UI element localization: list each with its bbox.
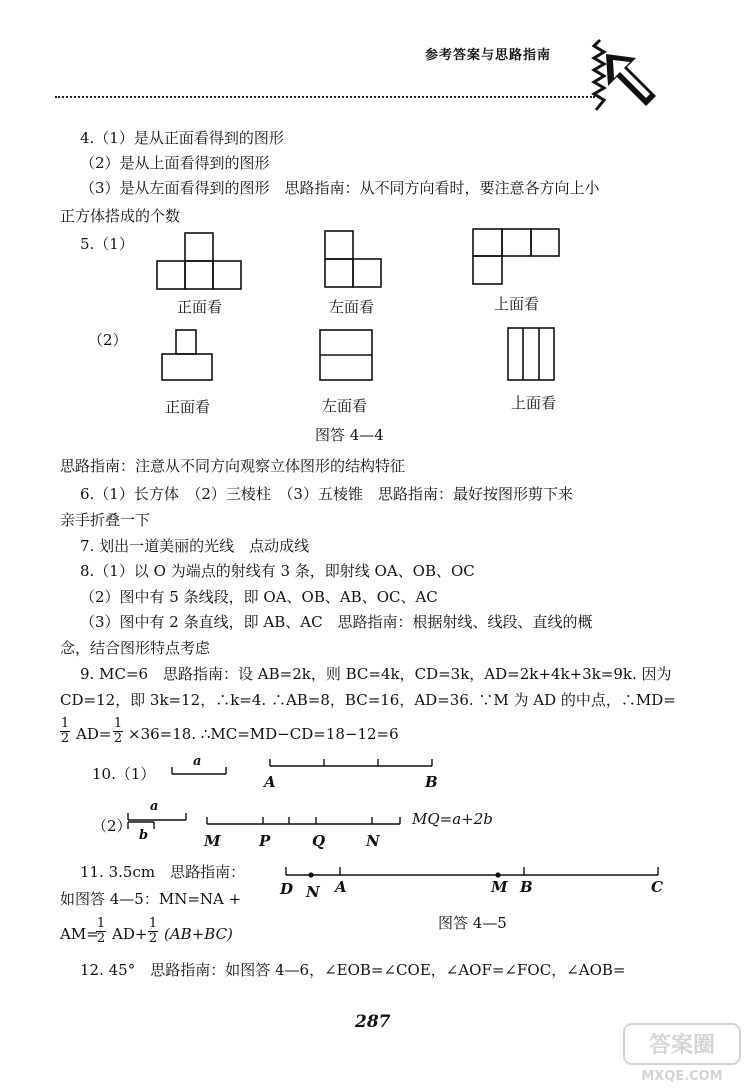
arrow-icon	[600, 48, 660, 108]
header-title: 参考答案与思路指南	[425, 48, 552, 63]
q5-hint: 思路指南：注意从不同方向观察立体图形的结构特征	[60, 457, 406, 475]
q11-line-3-part-b: AD+	[112, 925, 148, 943]
q4-line-2: （2）是从上面看得到的图形	[80, 154, 270, 172]
svg-text:答案圈: 答案圈	[648, 1033, 716, 1058]
q10-point-p: P	[259, 832, 271, 850]
q11-point-b: B	[520, 878, 533, 896]
q11-fraction-half-1: 1 2	[96, 916, 106, 946]
header-dotted-rule	[55, 96, 595, 98]
point-n-dot	[308, 872, 313, 877]
q11-point-a: A	[335, 878, 347, 896]
page-number: 287	[355, 1012, 391, 1032]
q10-segment-mn	[205, 812, 405, 828]
left-view-figure-2	[318, 328, 376, 382]
q10-part-2-label: （2）	[92, 817, 132, 835]
q9-fraction-half-2: 1 2	[113, 716, 123, 746]
front-view-figure-1	[155, 232, 245, 290]
q11-point-c: C	[651, 878, 663, 896]
svg-text:MXQE.COM: MXQE.COM	[641, 1069, 723, 1084]
q9-fraction-half-1: 1 2	[60, 716, 70, 746]
q9-line-3-part-b: ×36=18. ∴MC=MD−CD=18−12=6	[128, 725, 399, 743]
q11-point-n: N	[306, 883, 320, 901]
q9-line-3-part-a: AD=	[76, 725, 112, 743]
label-left-view-1: 左面看	[329, 298, 375, 316]
q10-equation: MQ=a+2b	[412, 810, 493, 828]
q4-line-4: 正方体搭成的个数	[60, 207, 181, 225]
label-top-view-1: 上面看	[494, 295, 540, 313]
q8-line-1: 8.（1）以 O 为端点的射线有 3 条，即射线 OA、OB、OC	[80, 562, 475, 580]
q11-line-3-part-c: (AB+BC)	[164, 925, 233, 943]
q10-label-a: a	[193, 754, 202, 769]
q4-line-1: 4.（1）是从正面看得到的图形	[80, 129, 284, 147]
q10-label-b: b	[139, 828, 149, 843]
q6-line-2: 亲手折叠一下	[60, 511, 151, 529]
q10-point-q: Q	[312, 832, 326, 850]
q9-line-1: 9. MC=6 思路指南：设 AB=2k，则 BC=4k，CD=3k，AD=2k+4k+3k=9k. 因为	[80, 665, 672, 683]
q11-point-m: M	[491, 878, 508, 896]
q8-line-2: （2）图中有 5 条线段，即 OA、OB、AB、OC、AC	[80, 588, 438, 606]
q9-line-2: CD=12，即 3k=12，∴k=4. ∴AB=8，BC=16，AD=36. ∵M 为 AD 的中点，∴MD=	[60, 691, 676, 709]
top-view-figure-2	[506, 326, 556, 382]
figure-caption-4-4: 图答 4—4	[315, 426, 384, 444]
figure-caption-4-5: 图答 4—5	[438, 914, 507, 932]
q11-fraction-half-2: 1 2	[148, 916, 158, 946]
label-left-view-2: 左面看	[322, 397, 368, 415]
q8-line-3: （3）图中有 2 条直线，即 AB、AC 思路指南：根据射线、线段、直线的概	[80, 613, 593, 631]
q10-part-1-label: 10.（1）	[92, 765, 156, 783]
watermark-logo	[622, 1020, 742, 1086]
left-view-figure-1	[323, 229, 385, 291]
q10-point-m: M	[204, 832, 221, 850]
q11-line-2: 如图答 4—5：MN=NA +	[60, 890, 242, 908]
q11-point-d: D	[280, 880, 294, 898]
q11-line-3-part-a: AM=	[60, 925, 99, 943]
q10-label-a-2: a	[150, 799, 159, 814]
label-front-view-1: 正面看	[177, 298, 223, 316]
q10-point-n: N	[366, 832, 380, 850]
q7-line-1: 7. 划出一道美丽的光线 点动成线	[80, 537, 310, 555]
front-view-figure-2	[160, 328, 216, 382]
top-view-figure-1	[471, 227, 561, 287]
q8-line-4: 念，结合图形特点考虑	[60, 639, 211, 657]
q10-point-a: A	[264, 773, 276, 791]
q10-segment-ab	[268, 754, 438, 770]
q5-part-1-label: 5.（1）	[80, 235, 134, 253]
label-top-view-2: 上面看	[511, 394, 557, 412]
label-front-view-2: 正面看	[165, 398, 211, 416]
q5-part-2-label: （2）	[88, 331, 128, 349]
q12-line-1: 12. 45° 思路指南：如图答 4—6，∠EOB=∠COE，∠AOF=∠FOC，∠AOB=	[80, 961, 626, 979]
q10-point-b: B	[425, 773, 438, 791]
q11-line-1: 11. 3.5cm 思路指南：	[80, 863, 246, 881]
q4-line-3: （3）是从左面看得到的图形 思路指南：从不同方向看时，要注意各方向上小	[80, 179, 600, 197]
q6-line-1: 6.（1）长方体 （2）三棱柱 （3）五棱锥 思路指南：最好按图形剪下来	[80, 485, 573, 503]
